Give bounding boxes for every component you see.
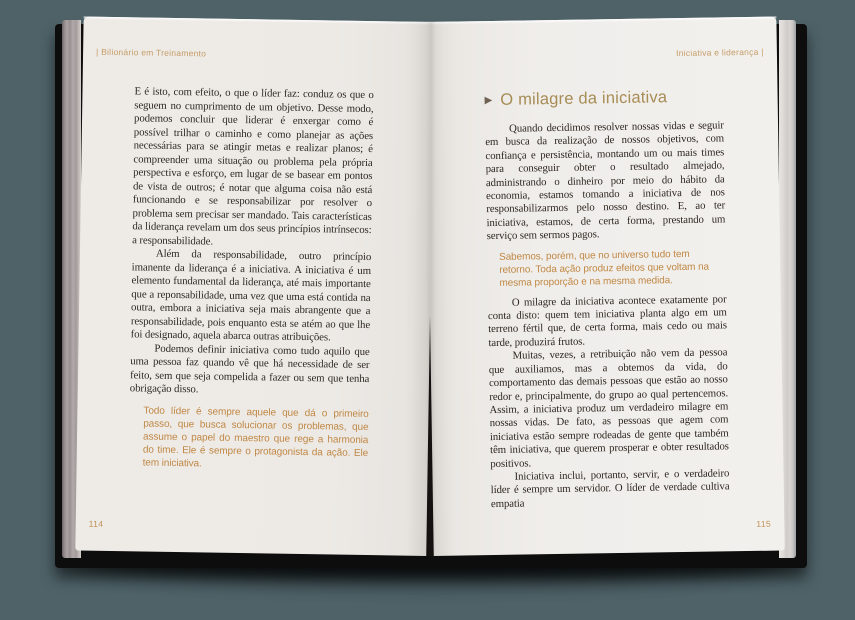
left-page — [75, 17, 435, 556]
body-paragraph: E é isto, com efeito, o que o líder faz: conduz os que o seguem no cumprimento de um objetivo. Desse modo, podemos concluir que liderar é enxergar como é possível trilhar o caminho e como planejar as ações necessárias para se atingir metas e realizar planos; é compreender uma situação ou problema pela própria perspectiva e esforço, em lugar de se basear em pontos de vista de outros; é notar que alguma coisa não está funcionando e se responsabilizar por resolver o problema sem precisar ser mandado. Tais características da liderança revelam um dos seus princípios intrínsecos: a responsabilidade. — [132, 85, 374, 248]
page-number-left: 114 — [88, 518, 104, 529]
right-page-text-column — [485, 119, 730, 511]
body-paragraph: Além da responsabilidade, outro princípio imanente da liderança é a iniciativa. A iniciativa é um elemento fundamental da liderança, até mais importante que a reponsabilidade, uma vez que uma está contida na outra, embora a iniciativa seja mais abrangente que a responsabilidade, pois enquanto esta se atém ao que lhe foi designado, aquela abarca outras atribuições. — [130, 247, 372, 344]
section-heading — [485, 88, 668, 110]
highlight-callout: Sabemos, porém, que no universo tudo tem retorno. Toda ação produz efeitos que voltam na mesma proporção e na mesma medida. — [499, 248, 710, 289]
right-page — [426, 17, 785, 556]
highlight-callout: Todo líder é sempre aquele que dá o primeiro passo, que busca solucionar os problemas, que assume o papel do maestro que rege a harmonia do time. Ele é sempre o protagonista da ação. Ele tem iniciativa. — [142, 405, 369, 469]
heading-triangle-icon: ▶ — [484, 94, 493, 107]
open-book — [55, 18, 807, 568]
body-paragraph: O milagre da iniciativa acontece exatamente por conta disto: quem tem iniciativa planta algo em um terreno fértil que, de certa forma, mais cedo ou mais tarde, produzirá frutos. — [488, 292, 728, 349]
body-paragraph: Quando decidimos resolver nossas vidas e seguir em busca da realização de nossos objetivos, com confiança e persistência, montando um ou mais times para conseguir obter o resultado almejado, administrando o dinheiro por meio do hábito da economia, estamos tomando a iniciativa de nos responsabilizarmos pelo nosso destino. E, ao ter iniciativa, estamos, de certa forma, prestando um serviço sem sermos pagos. — [485, 119, 726, 243]
left-page-text-column — [129, 85, 374, 472]
page-number-right: 115 — [756, 518, 772, 529]
section-heading-title: O milagre da iniciativa — [500, 88, 668, 109]
running-header-left: | Bilionário em Treinamento — [96, 46, 207, 59]
body-paragraph: Podemos definir iniciativa como tudo aquilo que uma pessoa faz quando vê que há necessidade de ser feito, sem que seja compelida a fazer ou sem que tenha obrigação disso. — [129, 342, 370, 396]
body-paragraph: Muitas, vezes, a retribuição não vem da pessoa que auxiliamos, mas a obtemos da vida, do comportamento das demais pessoas que estão ao nosso redor e, principalmente, do grupo ao qual pertencemos. Assim, a iniciativa produz um verdadeiro milagre em nossas vidas. De fato, as pessoas que agem com iniciativa estão sempre rodeadas de gente que também têm iniciativa, que querem prosperar e obter resultados positivos. — [488, 346, 730, 470]
body-paragraph: Iniciativa inclui, portanto, servir, e o verdadeiro líder é sempre um servidor. O líder de verdade cultiva empatia — [490, 467, 730, 510]
running-header-right: Iniciativa e liderança | — [676, 46, 764, 59]
